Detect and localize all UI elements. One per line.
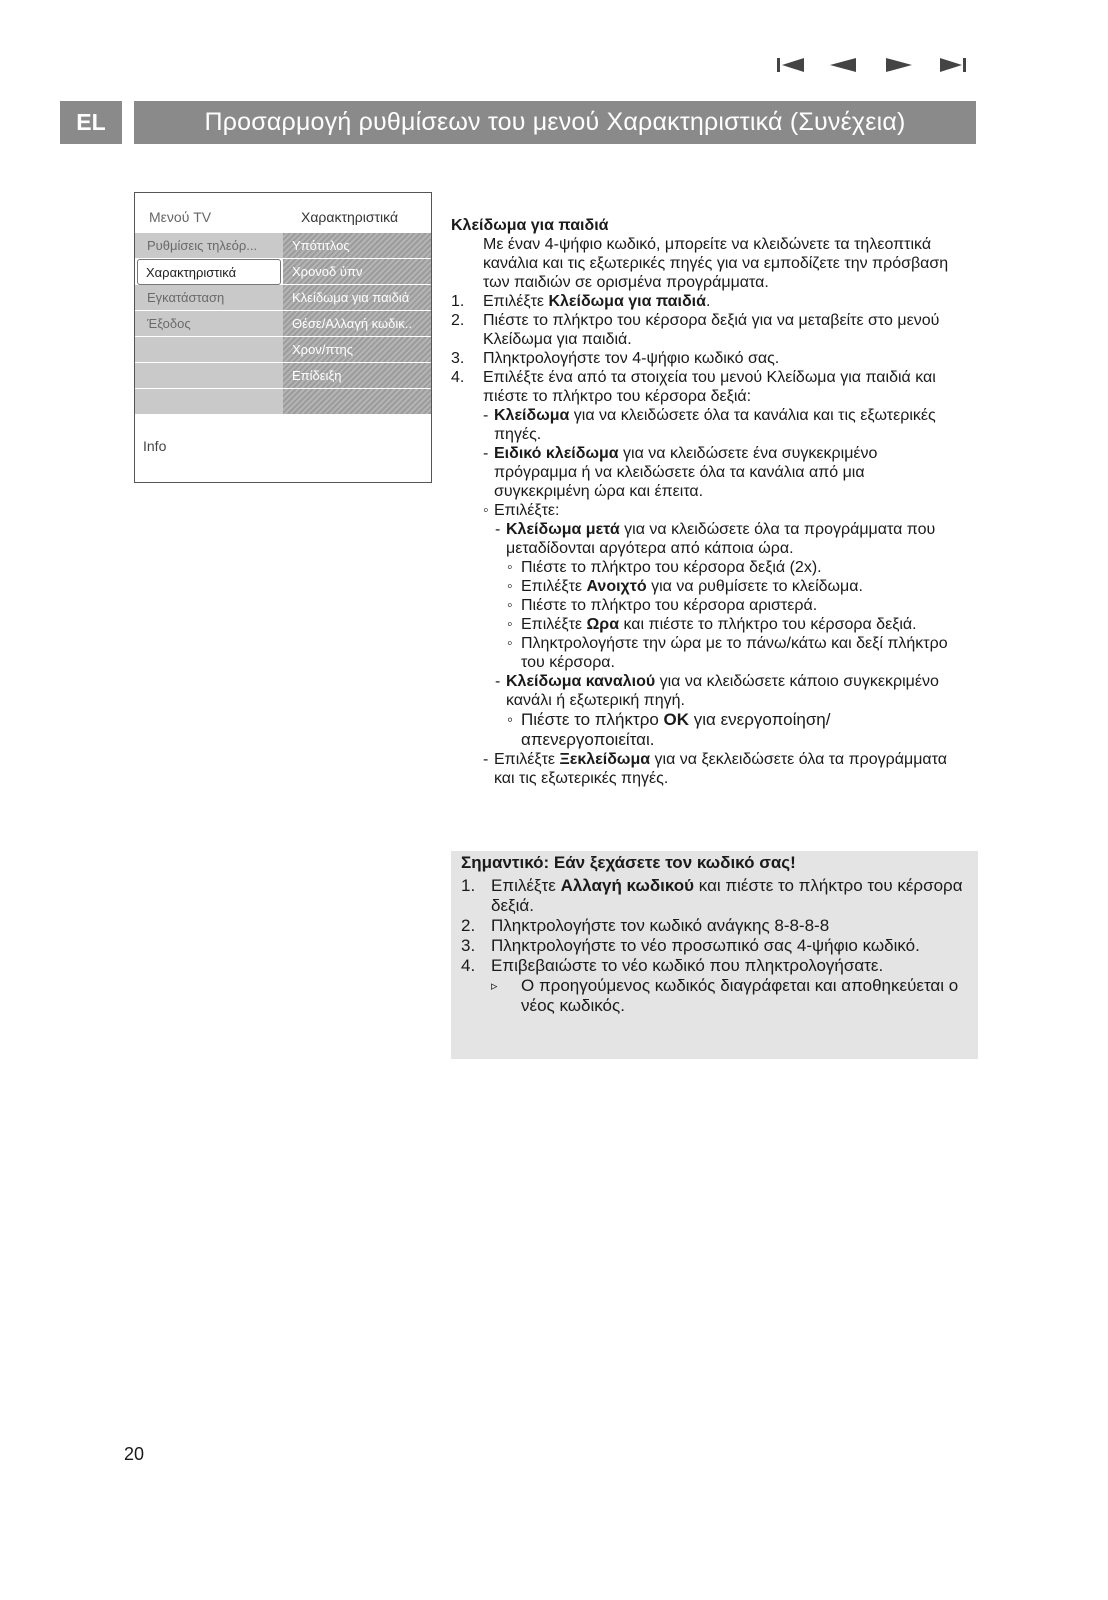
lock-after-step: ◦ Πιέστε το πλήκτρο του κέρσορα αριστερά. — [507, 597, 818, 614]
section-heading: Κλείδωμα για παιδιά — [451, 217, 609, 234]
submenu-item-timer[interactable]: Χρον/πτης — [283, 337, 431, 363]
note-step-1: 1. Επιλέξτε Αλλαγή κωδικού και πιέστε το πλήκτρο του κέρσορα δεξιά. — [461, 876, 963, 915]
menu-left-column — [135, 233, 283, 415]
submenu-item-subtitle[interactable]: Υπότιτλος — [283, 233, 431, 259]
menu-item-installation[interactable]: Εγκατάσταση — [135, 285, 283, 311]
submenu-item-empty — [283, 389, 431, 415]
lock-after-step: ◦ Επιλέξτε Ωρα και πιέστε το πλήκτρο του κέρσορα δεξιά. — [507, 616, 917, 633]
option-lock: - Κλείδωμα για να κλειδώσετε όλα τα κανάλια και τις εξωτερικές πηγές. — [483, 407, 936, 443]
lock-after-step: ◦ Επιλέξτε Ανοιχτό για να ρυθμίσετε το κλείδωμα. — [507, 578, 863, 595]
note-step-2: 2. Πληκτρολογήστε τον κωδικό ανάγκης 8-8-8-8 — [461, 916, 830, 935]
submenu-item-demo[interactable]: Επίδειξη — [283, 363, 431, 389]
instructions — [451, 216, 961, 788]
note-result: ▹ Ο προηγούμενος κωδικός διαγράφεται και αποθηκεύεται ο νέος κωδικός. — [491, 976, 959, 1015]
note-step-3: 3. Πληκτρολογήστε το νέο προσωπικό σας 4-ψήφιο κωδικό. — [461, 936, 920, 955]
note-title: Σημαντικό: Εάν ξεχάσετε τον κωδικό σας! — [461, 853, 796, 872]
next-arrow-icon[interactable] — [882, 52, 916, 78]
menu-right-column — [283, 233, 431, 415]
choose-label: ◦ Επιλέξτε: — [483, 502, 560, 519]
menu-item-exit[interactable]: Έξοδος — [135, 311, 283, 337]
tv-menu-panel — [134, 192, 432, 483]
submenu-item-sleep-timer[interactable]: Χρονοδ ύπν — [283, 259, 431, 285]
menu-item-empty — [135, 337, 283, 363]
result-arrow-icon: ▹ — [491, 978, 498, 993]
page-navigation — [774, 52, 970, 78]
step-3: 3. Πληκτρολογήστε τον 4-ψήφιο κωδικό σας. — [451, 350, 780, 367]
page-title: Προσαρμογή ρυθμίσεων του μενού Χαρακτηριστικά (Συνέχεια) — [134, 101, 976, 144]
prev-arrow-icon[interactable] — [826, 52, 860, 78]
channel-lock-step: ◦ Πιέστε το πλήκτρο OK για ενεργοποίηση/ απενεργοποιείται. — [507, 710, 831, 749]
step-4: 4. Επιλέξτε ένα από τα στοιχεία του μενού Κλείδωμα για παιδιά και πιέστε το πλήκτρο του κέρσορα δεξιά: — [451, 369, 936, 405]
step-1: 1. Επιλέξτε Κλείδωμα για παιδιά. — [451, 293, 711, 310]
menu-label: Μενού TV — [149, 209, 212, 225]
option-channel-lock: - Κλείδωμα καναλιού για να κλειδώσετε κάποιο συγκεκριμένο κανάλι ή εξωτερική πηγή. — [495, 673, 939, 709]
option-custom-lock: - Ειδικό κλείδωμα για να κλειδώσετε ένα συγκεκριμένο πρόγραμμα ή να κλειδώσετε όλα τα κανάλια από μια συγκεκριμένη ώρα και έπειτα. — [483, 445, 878, 500]
menu-item-empty — [135, 389, 283, 415]
page-number: 20 — [124, 1444, 145, 1464]
option-unlock: - Επιλέξτε Ξεκλείδωμα για να ξεκλειδώσετε όλα τα προγράμματα και τις εξωτερικές πηγές. — [483, 751, 947, 787]
option-lock-after: - Κλείδωμα μετά για να κλειδώσετε όλα τα προγράμματα που μεταδίδονται αργότερα από κάποια ώρα. — [495, 521, 936, 557]
step-2: 2. Πιέστε το πλήκτρο του κέρσορα δεξιά για να μεταβείτε στο μενού Κλείδωμα για παιδιά. — [451, 312, 940, 348]
menu-item-tv-settings[interactable]: Ρυθμίσεις τηλεόρ... — [135, 233, 283, 259]
lock-after-step: ◦ Πληκτρολογήστε την ώρα με το πάνω/κάτω και δεξί πλήκτρο του κέρσορα. — [507, 635, 948, 671]
menu-item-features[interactable]: Χαρακτηριστικά — [137, 259, 281, 285]
skip-last-icon[interactable] — [936, 52, 970, 78]
intro-text: Με έναν 4-ψήφιο κωδικό, μπορείτε να κλειδώνετε τα τηλεοπτικά κανάλια και τις εξωτερικές πηγές για να εμποδίζετε την πρόσβαση των παιδιών σε ορισμένα προγράμματα. — [483, 236, 949, 291]
info-label: Info — [143, 438, 167, 454]
note-step-4: 4. Επιβεβαιώστε το νέο κωδικό που πληκτρολογήσατε. — [461, 956, 884, 975]
language-badge: EL — [60, 101, 122, 144]
skip-first-icon[interactable] — [774, 52, 808, 78]
submenu-item-set-change-code[interactable]: Θέσε/Αλλαγή κωδικ.. — [283, 311, 431, 337]
section-label: Χαρακτηριστικά — [301, 209, 399, 225]
lock-after-step: ◦ Πιέστε το πλήκτρο του κέρσορα δεξιά (2x). — [507, 559, 822, 576]
menu-item-empty — [135, 363, 283, 389]
submenu-item-child-lock[interactable]: Κλείδωμα για παιδιά — [283, 285, 431, 311]
important-note — [451, 851, 978, 1059]
